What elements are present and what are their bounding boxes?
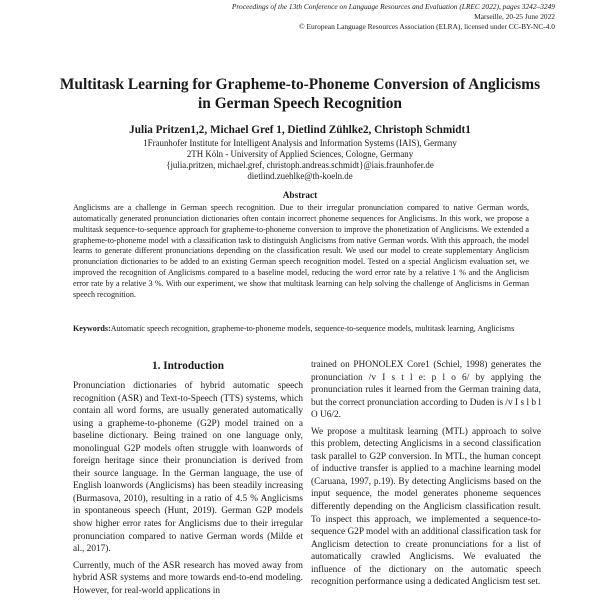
abstract-text: Anglicisms are a challenge in German speech recognition. Due to their irregular pronunciation compared to native German words, automatically generated pronunciation dictionaries often contain incorrect phoneme sequences for Anglicisms. In this work, we propose a multitask sequence-to-sequence approach for grapheme-to-phoneme conversion to improve the phonetization of Anglicisms. We extended a grapheme-to-phoneme model with a classification task to distinguish Anglicisms from native German words. With this approach, the model learns to generate different pronunciations depending on the classification result. We used our model to create supplementary Anglicism pronunciation dictionaries to be added to an existing German speech recognition model. Tested on a special Anglicism evaluation set, we improved the recognition of Anglicisms compared to a baseline model, reducing the word error rate by a relative 1 % and the Anglicism error rate by a relative 3 %. With our experiment, we show that multitask learning can help solving the challenge of Anglicisms in German speech recognition.	[73, 203, 529, 299]
intro-paragraph-2: Currently, much of the ASR research has moved away from hybrid ASR systems and more towards end-to-end modeling. However, for real-world applications in	[73, 560, 303, 596]
author-email-2: dietlind.zuehlke@th-koeln.de	[247, 171, 353, 181]
intro-paragraph-1: Pronunciation dictionaries of hybrid automatic speech recognition (ASR) and Text-to-Speech (TTS) systems, which contain all word forms, are usually generated automatically using a grapheme-to-phoneme (G2P) model trained on a baseline dictionary. Being trained on one language only, monolingual G2P models often struggle with loanwords of foreign heritage since their pronunciation is derived from their source language. In the German language, the use of English loanwords (Anglicisms) has been steadily increasing (Burmasova, 2010), resulting in a ratio of 4.5 % Anglicisms in spontaneous speech (Hunt, 2019). German G2P models show higher error rates for Anglicisms due to their irregular pronunciation compared to native German words (Milde et al., 2017).	[73, 381, 303, 555]
abstract-heading: Abstract	[282, 191, 318, 201]
title-line-1: Multitask Learning for Grapheme-to-Phoneme Conversion of Anglicisms	[59, 76, 541, 93]
left-column	[73, 359, 303, 597]
license-line: © European Language Resources Association (ELRA), licensed under CC-BY-NC-4.0	[298, 22, 555, 32]
right-paragraph-2: We propose a multitask learning (MTL) approach to solve this problem, detecting Anglicisms in a second classification task parallel to G2P conversion. In MTL, the human concept of inductive transfer is applied to a machine learning model (Caruana, 1997, p.19). By detecting Anglicisms based on the input sequence, the model generates phoneme sequences differently depending on the Anglicism classification result. To inspect this approach, we implemented a sequence-to-sequence G2P model with an additional classification task for Anglicism detection to create pronunciations for a list of automatically crawled Anglicisms. We evaluated the influence of the dictionary on the automatic speech recognition performance using a dedicated Anglicism test set.	[311, 426, 541, 588]
location-line: Marseille, 20-25 June 2022	[474, 12, 555, 22]
title-line-2: in German Speech Recognition	[198, 94, 402, 112]
affiliations	[40, 138, 560, 182]
keywords-text: Automatic speech recognition, grapheme-to-phoneme models, sequence-to-sequence models, multitask learning, Anglicisms	[110, 324, 515, 333]
affiliation-2: 2TH Köln - University of Applied Sciences, Cologne, Germany	[186, 149, 414, 159]
affiliation-1: 1Fraunhofer Institute for Intelligent Analysis and Information Systems (IAIS), Germany	[143, 138, 457, 148]
author-emails: {julia.pritzen, michael.gref, christoph.andreas.schmidt}@iais.fraunhofer.de	[166, 160, 434, 170]
right-column	[311, 359, 541, 589]
proceedings-header	[232, 2, 555, 33]
keywords	[73, 324, 529, 335]
keywords-label: Keywords:	[73, 324, 111, 333]
paper-title	[40, 76, 560, 113]
right-paragraph-1: trained on PHONOLEX Core1 (Schiel, 1998) generates the pronunciation /v I s t l e: p l o 6/ by applying the pronunciation rules it learned from the German training data, but the correct pronunciation according to Duden is /v I s l b l O U6/2.	[311, 360, 541, 421]
author-list: Julia Pritzen1,2, Michael Gref 1, Dietlind Zühlke2, Christoph Schmidt1	[129, 124, 471, 136]
section-heading-introduction: 1. Introduction	[152, 360, 224, 372]
proceedings-line: Proceedings of the 13th Conference on Language Resources and Evaluation (LREC 2022), pages 3242–3249	[231, 2, 555, 11]
